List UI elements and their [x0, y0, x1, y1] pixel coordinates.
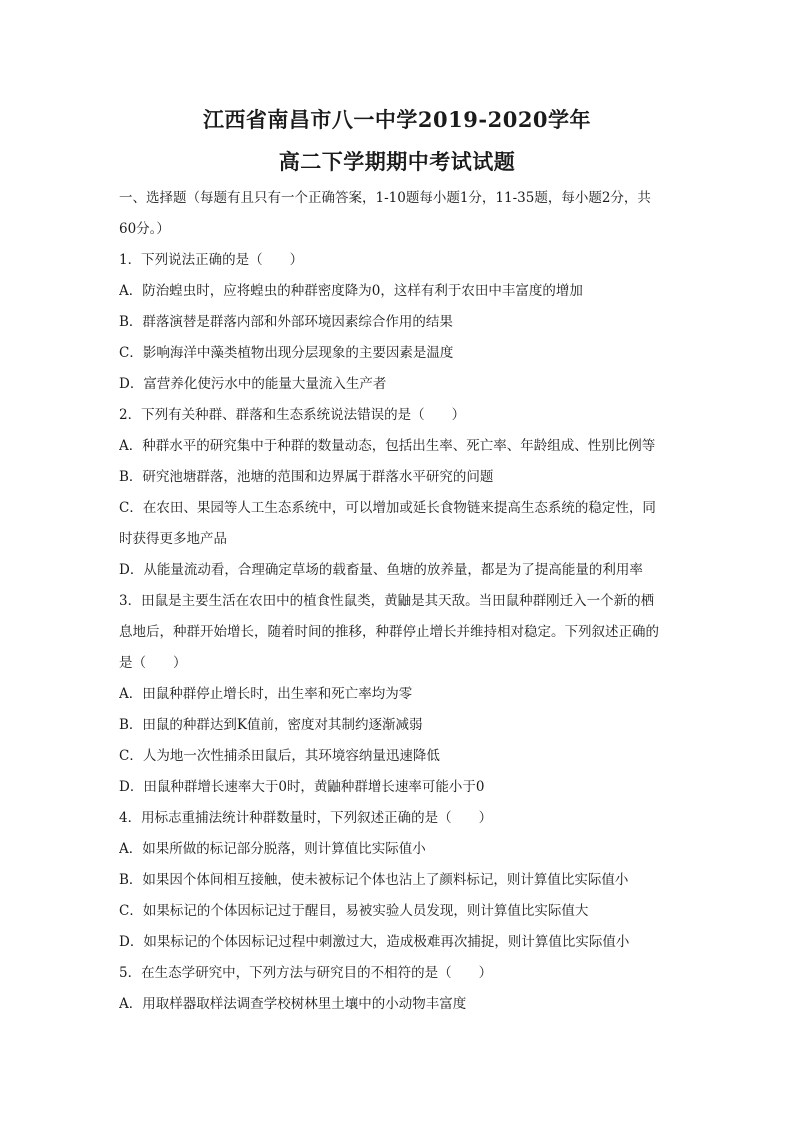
section-heading: 一、选择题（每题有且只有一个正确答案，1-10题每小题1分，11-35题，每小题2分，共 [119, 190, 651, 206]
question-2-option-b: B．研究池塘群落，池塘的范围和边界属于群落水平研究的问题 [119, 469, 494, 485]
question-4-option-c: C．如果标记的个体因标记过于醒目，易被实验人员发现，则计算值比实际值大 [119, 903, 589, 919]
question-2-option-c-continued: 时获得更多地产品 [119, 531, 227, 547]
question-3-stem-end: 是（ ） [119, 655, 187, 671]
question-2-option-a: A．种群水平的研究集中于种群的数量动态，包括出生率、死亡率、年龄组成、性别比例等 [119, 438, 656, 454]
question-1-option-b: B．群落演替是群落内部和外部环境因素综合作用的结果 [119, 314, 453, 330]
document-title: 江西省南昌市八一中学2019-2020学年 [202, 107, 592, 132]
question-5-stem: 5．在生态学研究中，下列方法与研究目的不相符的是（ ） [119, 965, 493, 981]
document-subtitle: 高二下学期期中考试试题 [278, 149, 516, 174]
question-1-option-d: D．富营养化使污水中的能量大量流入生产者 [119, 376, 387, 392]
question-3-option-c: C．人为地一次性捕杀田鼠后，其环境容纳量迅速降低 [119, 748, 440, 764]
question-3-stem: 3．田鼠是主要生活在农田中的植食性鼠类，黄鼬是其天敌。当田鼠种群刚迁入一个新的栖 [119, 593, 655, 609]
question-3-stem-continued: 息地后，种群开始增长，随着时间的推移，种群停止增长并维持相对稳定。下列叙述正确的 [119, 624, 659, 640]
question-1-stem: 1．下列说法正确的是（ ） [119, 252, 304, 268]
question-3-option-d: D．田鼠种群增长速率大于0时，黄鼬种群增长速率可能小于0 [119, 779, 485, 795]
question-3-option-b: B．田鼠的种群达到K值前，密度对其制约逐渐减弱 [119, 717, 423, 733]
question-body [119, 183, 679, 1020]
question-4-option-d: D．如果标记的个体因标记过程中刺激过大，造成极难再次捕捉，则计算值比实际值小 [119, 934, 630, 950]
question-2-option-d: D．从能量流动看，合理确定草场的载畜量、鱼塘的放养量，都是为了提高能量的利用率 [119, 562, 643, 578]
section-heading-continued: 60分。） [119, 221, 170, 237]
question-1-option-c: C．影响海洋中藻类植物出现分层现象的主要因素是温度 [119, 345, 454, 361]
question-2-option-c: C．在农田、果园等人工生态系统中，可以增加或延长食物链来提高生态系统的稳定性，同 [119, 500, 656, 516]
question-5-option-a: A．用取样器取样法调查学校树林里土壤中的小动物丰富度 [119, 996, 467, 1012]
question-1-option-a: A．防治蝗虫时，应将蝗虫的种群密度降为0，这样有利于农田中丰富度的增加 [119, 283, 583, 299]
question-2-stem: 2．下列有关种群、群落和生态系统说法错误的是（ ） [119, 407, 466, 423]
question-4-option-a: A．如果所做的标记部分脱落，则计算值比实际值小 [119, 841, 426, 857]
question-4-option-b: B．如果因个体间相互接触，使未被标记个体也沾上了颜料标记，则计算值比实际值小 [119, 872, 629, 888]
question-3-option-a: A．田鼠种群停止增长时，出生率和死亡率均为零 [119, 686, 413, 702]
question-4-stem: 4．用标志重捕法统计种群数量时，下列叙述正确的是（ ） [119, 810, 493, 826]
